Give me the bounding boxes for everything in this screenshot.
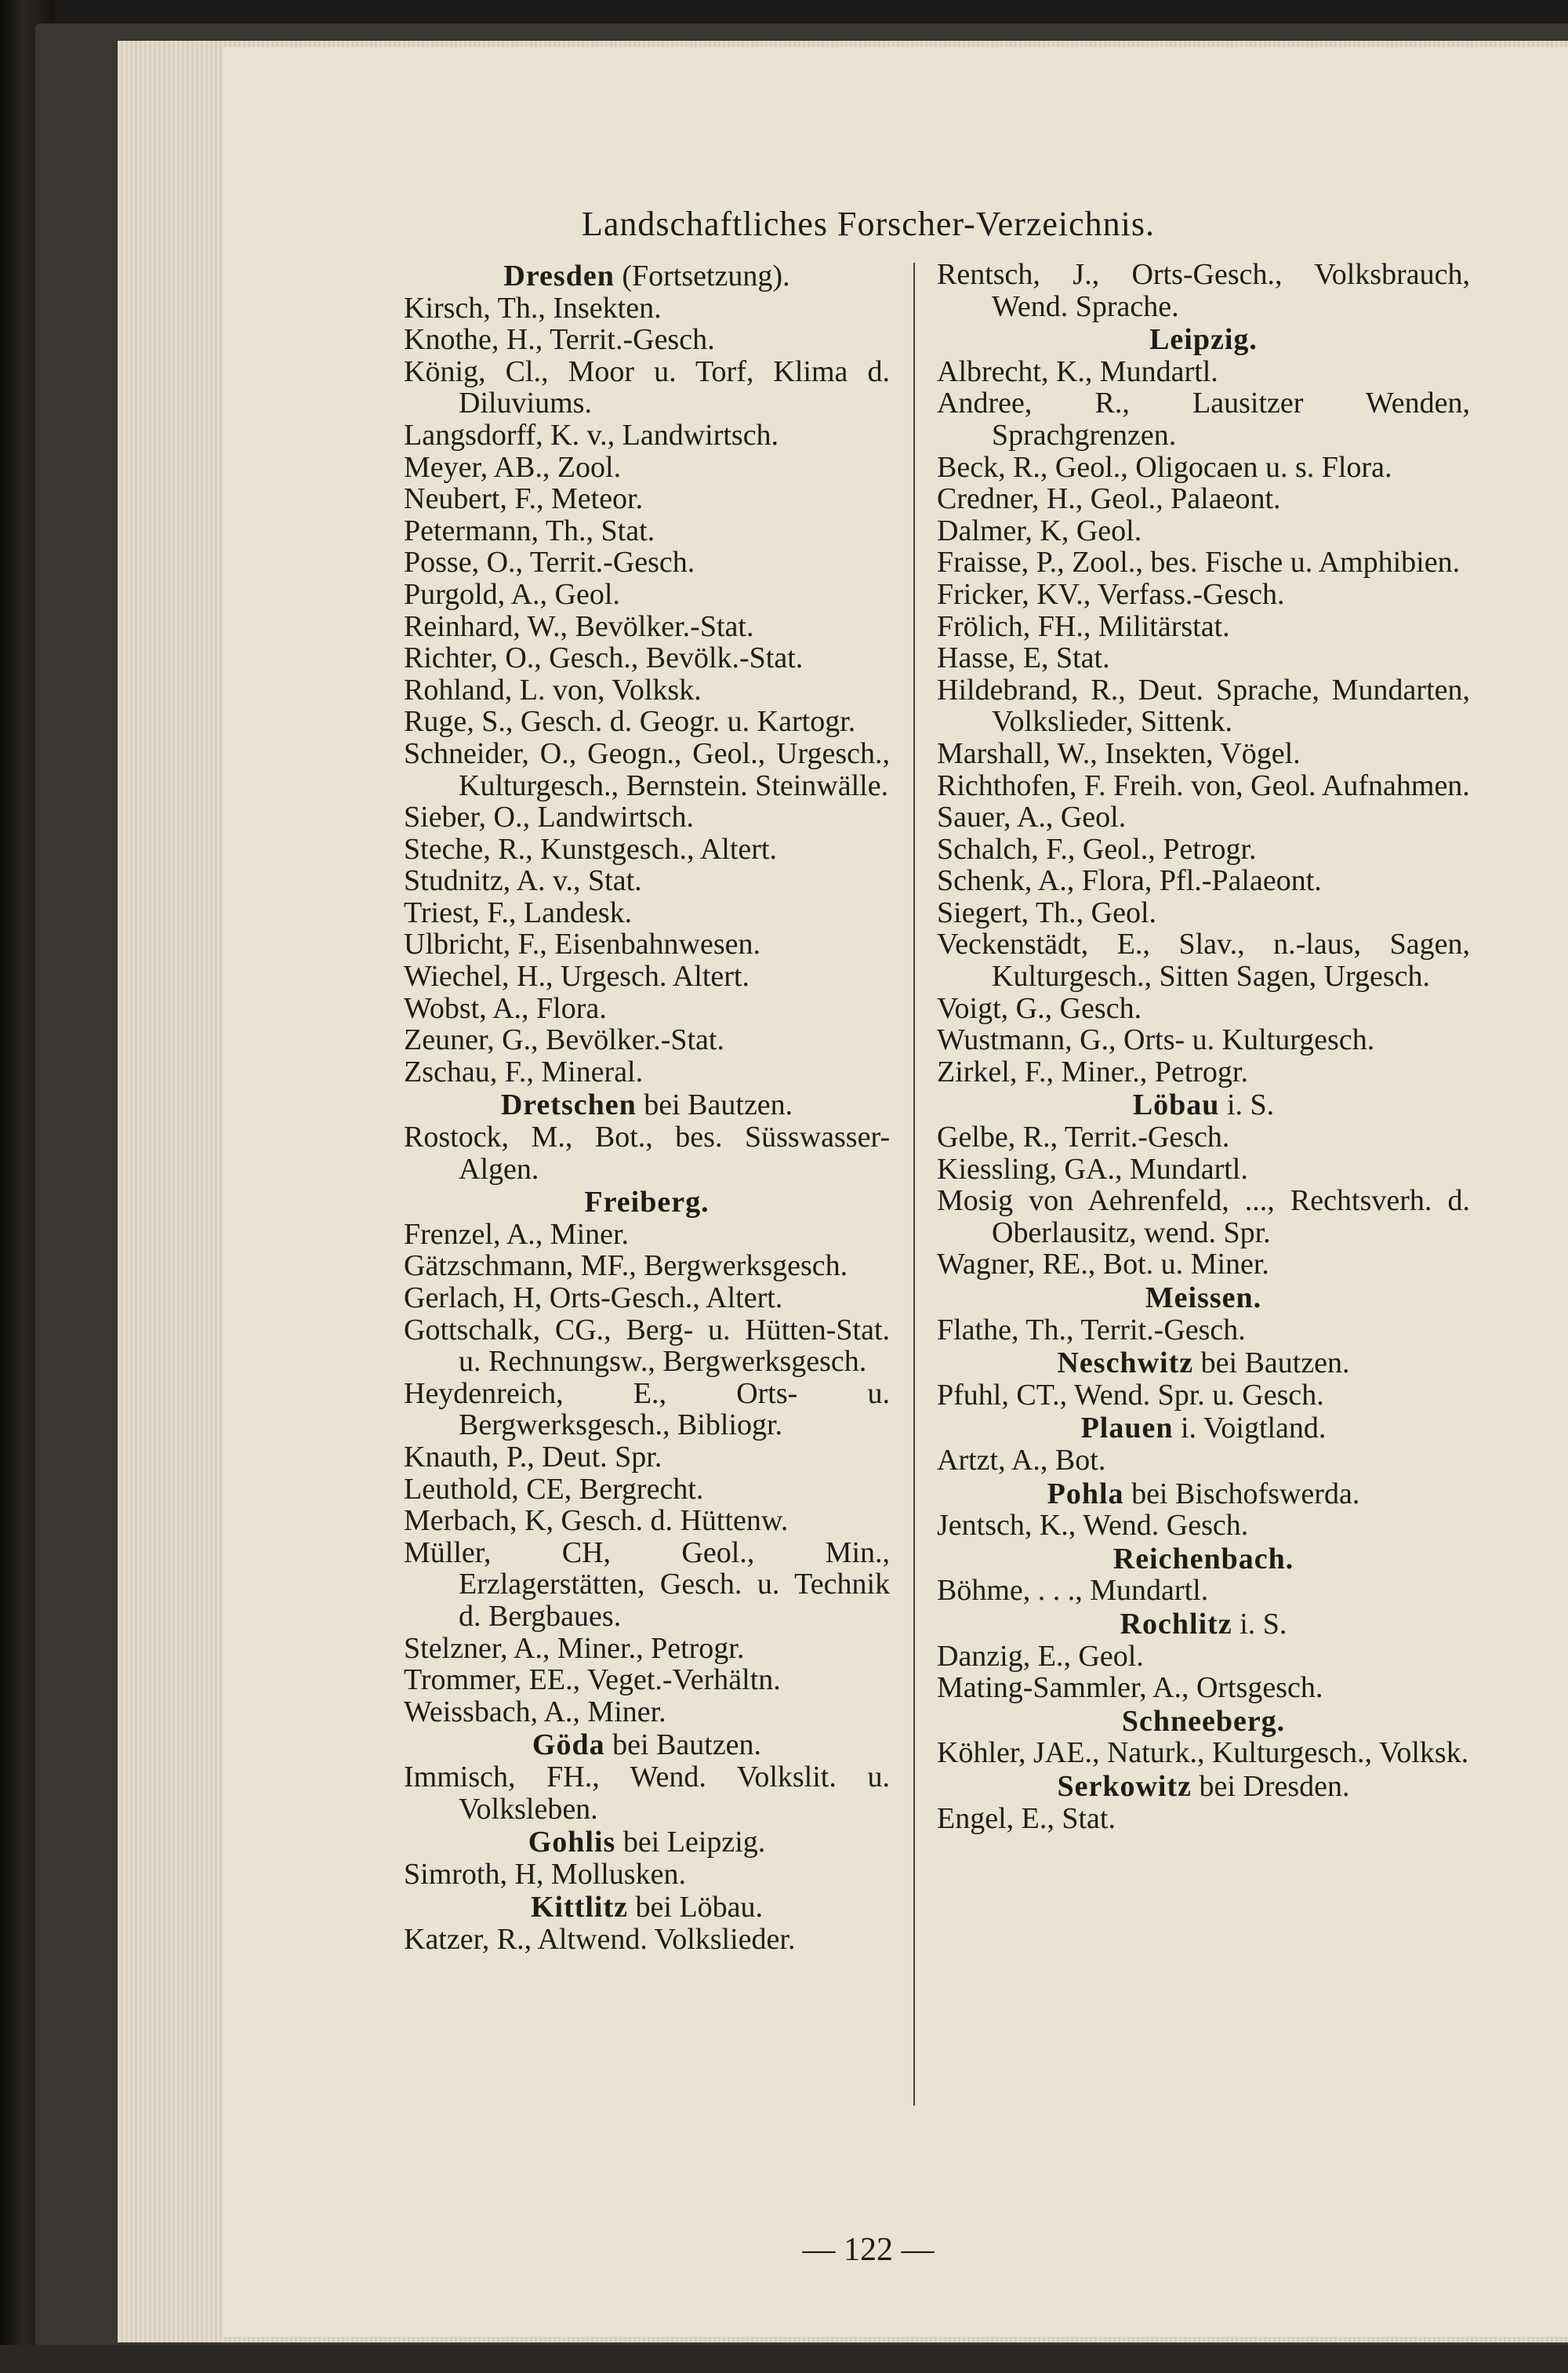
book-page	[223, 47, 1568, 2337]
researcher-entry: Gottschalk, CG., Berg- u. Hütten-Stat. u. Rechnungsw., Bergwerksgesch.	[404, 1313, 890, 1379]
place-name: Plauen	[1080, 1412, 1174, 1445]
page-number: — 122 —	[802, 2232, 935, 2268]
researcher-entry: Weissbach, A., Miner.	[404, 1695, 666, 1728]
place-name: Kittlitz	[530, 1891, 629, 1924]
place-note: bei Bautzen.	[1200, 1346, 1350, 1380]
place-note: bei Leipzig.	[622, 1826, 766, 1859]
place-name: Dresden	[503, 260, 615, 293]
place-name: Leipzig.	[1149, 323, 1258, 357]
researcher-entry: Wustmann, G., Orts- u. Kulturgesch.	[937, 1023, 1375, 1057]
researcher-entry: Trommer, EE., Veget.-Verhältn.	[404, 1663, 781, 1697]
researcher-entry: Ulbricht, F., Eisenbahnwesen.	[404, 928, 760, 961]
researcher-entry: Kiessling, GA., Mundartl.	[937, 1152, 1248, 1186]
place-note: bei Bischofswerda.	[1131, 1477, 1360, 1510]
researcher-entry: Knauth, P., Deut. Spr.	[404, 1440, 662, 1474]
researcher-entry: Gerlach, H, Orts-Gesch., Altert.	[404, 1281, 783, 1314]
running-head: Landschaftliches Forscher-Verzeichnis.	[581, 205, 1156, 243]
researcher-entry: Heydenreich, E., Orts- u. Bergwerksgesch., Bibliogr.	[404, 1376, 890, 1442]
place-heading	[937, 1412, 1470, 1445]
researcher-entry: Veckenstädt, E., Slav., n.-laus, Sagen, Kulturgesch., Sitten Sagen, Urgesch.	[937, 928, 1470, 994]
place-note: bei Dresden.	[1199, 1769, 1350, 1803]
researcher-entry: Credner, H., Geol., Palaeont.	[937, 482, 1281, 516]
researcher-entry: Zschau, F., Mineral.	[404, 1055, 644, 1088]
researcher-entry: Mating-Sammler, A., Ortsgesch.	[937, 1671, 1323, 1705]
researcher-entry: Petermann, Th., Stat.	[404, 514, 655, 547]
place-heading	[937, 1706, 1470, 1738]
researcher-entry: Albrecht, K., Mundartl.	[937, 354, 1218, 388]
researcher-entry: Danzig, E., Geol.	[937, 1639, 1144, 1673]
researcher-entry: Wiechel, H., Urgesch. Altert.	[404, 960, 750, 994]
place-name: Schneeberg.	[1121, 1704, 1286, 1738]
researcher-entry: Schneider, O., Geogn., Geol., Urgesch., Kulturgesch., Bernstein. Steinwälle.	[404, 736, 890, 802]
place-name: Göda	[532, 1728, 605, 1762]
researcher-entry: Rostock, M., Bot., bes. Süsswasser-Algen.	[404, 1121, 890, 1186]
researcher-entry: Stelzner, A., Miner., Petrogr.	[404, 1631, 745, 1665]
researcher-entry: Steche, R., Kunstgesch., Altert.	[404, 832, 777, 866]
researcher-entry: Knothe, H., Territ.-Gesch.	[404, 323, 715, 357]
right-column	[937, 259, 1470, 1834]
researcher-entry: Hasse, E, Stat.	[937, 641, 1110, 675]
book-bottom-edge	[0, 2345, 1568, 2373]
place-note: i. S.	[1226, 1088, 1275, 1122]
place-note: bei Bautzen.	[644, 1088, 793, 1122]
researcher-entry: Leuthold, CE, Bergrecht.	[404, 1472, 704, 1506]
researcher-entry: Ruge, S., Gesch. d. Geogr. u. Kartogr.	[404, 705, 856, 739]
researcher-entry: Fraisse, P., Zool., bes. Fische u. Amphibien.	[937, 546, 1461, 580]
researcher-entry: König, Cl., Moor u. Torf, Klima d. Diluviums.	[404, 354, 890, 420]
researcher-entry: Langsdorff, K. v., Landwirtsch.	[404, 418, 779, 452]
place-heading	[937, 1282, 1470, 1314]
researcher-entry: Wagner, RE., Bot. u. Miner.	[937, 1248, 1269, 1281]
researcher-entry: Fricker, KV., Verfass.-Gesch.	[937, 577, 1285, 611]
place-note: (Fortsetzung).	[622, 260, 790, 293]
place-heading	[937, 1089, 1470, 1121]
researcher-entry: Zirkel, F., Miner., Petrogr.	[937, 1055, 1248, 1088]
place-name: Freiberg.	[584, 1186, 710, 1219]
researcher-entry: Kirsch, Th., Insekten.	[404, 291, 662, 325]
place-note: i. S.	[1240, 1607, 1287, 1641]
researcher-entry: Rohland, L. von, Volksk.	[404, 673, 702, 707]
place-heading	[937, 1608, 1470, 1641]
place-heading	[404, 1891, 890, 1924]
researcher-entry: Engel, E., Stat.	[937, 1801, 1116, 1835]
place-heading	[404, 260, 890, 293]
place-name: Meissen.	[1145, 1281, 1262, 1314]
researcher-entry: Gelbe, R., Territ.-Gesch.	[937, 1121, 1230, 1154]
researcher-entry: Köhler, JAE., Naturk., Kulturgesch., Volksk.	[937, 1736, 1469, 1770]
researcher-entry: Wobst, A., Flora.	[404, 991, 607, 1025]
researcher-entry: Zeuner, G., Bevölker.-Stat.	[404, 1023, 724, 1057]
researcher-entry: Simroth, H, Mollusken.	[404, 1857, 686, 1891]
researcher-entry: Sauer, A., Geol.	[937, 801, 1127, 834]
place-heading	[404, 1826, 890, 1859]
researcher-entry: Richter, O., Gesch., Bevölk.-Stat.	[404, 641, 804, 675]
researcher-entry: Mosig von Aehrenfeld, ..., Rechtsverh. d. Oberlausitz, wend. Spr.	[937, 1184, 1470, 1249]
column-divider	[913, 263, 915, 2106]
researcher-entry: Triest, F., Landesk.	[404, 896, 633, 929]
researcher-entry: Böhme, . . ., Mundartl.	[937, 1574, 1209, 1608]
place-heading	[404, 1729, 890, 1761]
place-heading	[937, 1347, 1470, 1379]
researcher-entry: Schenk, A., Flora, Pfl.-Palaeont.	[937, 864, 1322, 898]
researcher-entry: Katzer, R., Altwend. Volkslieder.	[404, 1922, 796, 1956]
place-name: Gohlis	[528, 1826, 616, 1859]
researcher-entry: Schalch, F., Geol., Petrogr.	[937, 832, 1257, 866]
researcher-entry: Andree, R., Lausitzer Wenden, Sprachgrenzen.	[937, 387, 1470, 452]
researcher-entry: Marshall, W., Insekten, Vögel.	[937, 736, 1301, 770]
researcher-entry: Posse, O., Territ.-Gesch.	[404, 546, 695, 580]
researcher-entry: Jentsch, K., Wend. Gesch.	[937, 1509, 1249, 1543]
researcher-entry: Pfuhl, CT., Wend. Spr. u. Gesch.	[937, 1378, 1324, 1412]
researcher-entry: Purgold, A., Geol.	[404, 577, 620, 611]
place-heading	[937, 1771, 1470, 1803]
researcher-entry: Richthofen, F. Freih. von, Geol. Aufnahmen.	[937, 769, 1470, 802]
researcher-entry: Reinhard, W., Bevölker.-Stat.	[404, 609, 754, 643]
place-heading	[404, 1186, 890, 1219]
place-name: Reichenbach.	[1112, 1542, 1294, 1575]
researcher-entry: Hildebrand, R., Deut. Sprache, Mundarten, Volkslieder, Sittenk.	[937, 673, 1470, 739]
researcher-entry: Rentsch, J., Orts-Gesch., Volksbrauch, Wend. Sprache.	[937, 258, 1470, 323]
place-name: Dretschen	[500, 1088, 637, 1122]
researcher-entry: Sieber, O., Landwirtsch.	[404, 801, 694, 834]
researcher-entry: Dalmer, K, Geol.	[937, 514, 1142, 547]
researcher-entry: Frenzel, A., Miner.	[404, 1217, 630, 1251]
place-name: Löbau	[1132, 1088, 1220, 1122]
researcher-entry: Immisch, FH., Wend. Volkslit. u. Volksleben.	[404, 1760, 890, 1826]
researcher-entry: Neubert, F., Meteor.	[404, 482, 644, 516]
researcher-entry: Flathe, Th., Territ.-Gesch.	[937, 1313, 1246, 1346]
place-name: Rochlitz	[1120, 1607, 1232, 1641]
researcher-entry: Gätzschmann, MF., Bergwerksgesch.	[404, 1249, 848, 1283]
place-name: Neschwitz	[1057, 1346, 1194, 1380]
researcher-entry: Artzt, A., Bot.	[937, 1443, 1106, 1477]
place-heading	[937, 1543, 1470, 1575]
researcher-entry: Meyer, AB., Zool.	[404, 450, 622, 484]
place-heading	[404, 1089, 890, 1121]
place-note: bei Bautzen.	[612, 1728, 762, 1762]
place-name: Pohla	[1047, 1477, 1124, 1510]
researcher-entry: Frölich, FH., Militärstat.	[937, 609, 1230, 643]
researcher-entry: Beck, R., Geol., Oligocaen u. s. Flora.	[937, 450, 1392, 484]
place-heading	[937, 324, 1470, 356]
place-note: bei Löbau.	[635, 1891, 764, 1924]
researcher-entry: Merbach, K, Gesch. d. Hüttenw.	[404, 1504, 789, 1538]
researcher-entry: Siegert, Th., Geol.	[937, 896, 1157, 929]
researcher-entry: Müller, CH, Geol., Min., Erzlagerstätten, Gesch. u. Technik d. Bergbaues.	[404, 1535, 890, 1633]
researcher-entry: Voigt, G., Gesch.	[937, 991, 1142, 1025]
place-name: Serkowitz	[1057, 1769, 1192, 1803]
place-note: i. Voigtland.	[1180, 1412, 1327, 1445]
researcher-entry: Studnitz, A. v., Stat.	[404, 864, 642, 898]
left-column	[404, 259, 890, 1955]
place-heading	[937, 1478, 1470, 1510]
